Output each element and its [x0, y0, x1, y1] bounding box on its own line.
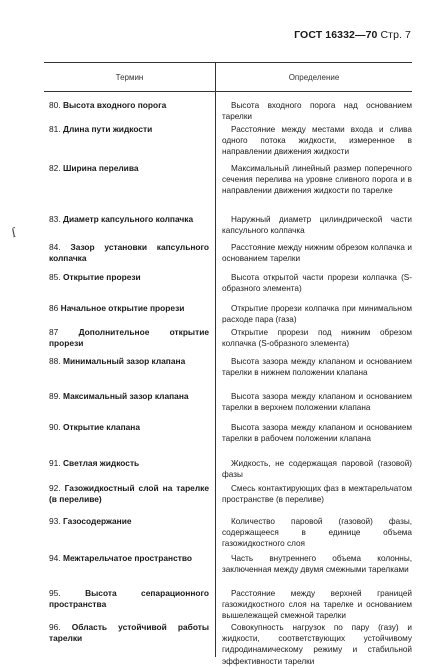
table-row: [44, 242, 412, 264]
definition-cell: Высота зазора между клапаном и основанием тарелки в нижнем положении клапана: [222, 357, 412, 378]
definition-cell: Высота зазора между клапаном и основанием тарелки в рабочем положении клапана: [222, 423, 412, 444]
table-header: [44, 62, 412, 92]
term-text: Ширина перелива: [62, 163, 139, 173]
definition-cell: Жидкость, не содержащая паровой (газовой) фазы: [222, 459, 412, 480]
definition-cell: Расстояние между верхней границей газожидкостного слоя на тарелке и основанием вышележащей смежной тарелки: [222, 589, 412, 621]
term-number: 88.: [49, 356, 61, 366]
term-text: Открытие прорези: [62, 272, 141, 282]
table-row: [44, 100, 412, 122]
term-number: 83.: [49, 214, 61, 224]
table-row: [44, 214, 412, 236]
term-cell: [44, 100, 215, 122]
term-text: Минимальный зазор клапана: [62, 356, 186, 366]
term-number: 82.: [49, 163, 61, 173]
table-row: [44, 553, 412, 575]
table-row: [44, 422, 412, 444]
definition-cell: Смесь контактирующих фаз в межтарельчатом пространстве (в переливе): [222, 484, 412, 505]
term-text: Высота входного порога: [62, 100, 167, 110]
terms-table: [44, 62, 412, 666]
term-cell: [44, 422, 215, 444]
term-number: 91.: [49, 458, 61, 468]
term-text: Светлая жидкость: [62, 458, 140, 468]
definition-cell: Высота открытой части прорези колпачка (S-образного элемента): [222, 273, 412, 294]
term-cell: [44, 214, 215, 236]
page-number: Стр. 7: [380, 29, 411, 41]
margin-handwritten-mark: ſ: [10, 225, 18, 242]
table-row: [44, 391, 412, 413]
table-row: [44, 622, 412, 667]
term-text: Зазор установки капсульного колпачка: [49, 242, 210, 264]
term-number: 90.: [49, 422, 61, 432]
term-text: Длина пути жидкости: [62, 124, 153, 134]
definition-cell: Расстояние между нижним обрезом колпачка и основанием тарелки: [222, 243, 412, 264]
term-text: Межтарельчатое пространство: [62, 553, 193, 563]
column-header-definition: Определение: [288, 72, 340, 82]
term-cell: [44, 124, 215, 158]
term-number: 89.: [49, 391, 61, 401]
term-cell: [44, 458, 215, 480]
term-text: Дополнительное открытие прорези: [49, 327, 209, 349]
term-text: Газосодержание: [62, 516, 132, 526]
term-number: 92.: [49, 483, 61, 493]
term-cell: [44, 391, 215, 413]
term-text: Максимальный зазор клапана: [62, 391, 189, 401]
definition-cell: Высота зазора между клапаном и основанием тарелки в верхнем положении клапана: [222, 392, 412, 413]
definition-cell: Наружный диаметр цилиндрической части капсульного колпачка: [222, 215, 412, 236]
term-text: Начальное открытие прорези: [60, 303, 185, 313]
term-cell: [44, 242, 215, 264]
column-header-term: Термин: [44, 63, 216, 91]
term-text: Газожидкостный слой на тарелке (в переливе): [49, 483, 210, 505]
term-cell: [44, 272, 215, 294]
term-cell: [44, 516, 215, 550]
definition-cell: Совокупность нагрузок по пару (газу) и жидкости, соответствующих устойчивому гидродинамическому режиму и стабильной эффективности тарелки: [222, 623, 412, 666]
definition-cell: Расстояние между местами входа и слива одного потока жидкости, измеренное в направлении движения жидкости: [222, 125, 412, 157]
definition-cell: Количество паровой (газовой) фазы, содержащееся в единице объема газожидкостного слоя: [222, 517, 412, 549]
term-number: 80.: [49, 100, 61, 110]
term-number: 81.: [49, 124, 61, 134]
table-row: [44, 303, 412, 325]
definition-cell: Открытие прорези колпачка при минимальном расходе пара (газа): [222, 304, 412, 325]
table-row: [44, 163, 412, 197]
term-cell: [44, 327, 215, 349]
table-row: [44, 356, 412, 378]
term-number: 85.: [49, 272, 61, 282]
definition-cell: Открытие прорези под нижним обрезом колпачка (S-образного элемента): [222, 328, 412, 349]
term-text: Область устойчивой работы тарелки: [49, 622, 209, 644]
definition-cell: Высота входного порога над основанием тарелки: [222, 101, 412, 122]
term-text: Диаметр капсульного колпачка: [62, 214, 194, 224]
term-cell: [44, 163, 215, 197]
term-number: 86: [49, 303, 59, 313]
term-text: Высота сепарационного пространства: [49, 588, 209, 610]
term-number: 95.: [49, 588, 61, 598]
term-cell: [44, 588, 215, 622]
table-row: [44, 458, 412, 480]
table-row: [44, 483, 412, 505]
table-row: [44, 588, 412, 622]
page-header: [294, 29, 411, 41]
term-number: 94.: [49, 553, 61, 563]
term-number: 93.: [49, 516, 61, 526]
term-cell: [44, 483, 215, 505]
term-cell: [44, 622, 215, 667]
table-row: [44, 516, 412, 550]
table-row: [44, 124, 412, 158]
definition-cell: Часть внутреннего объема колонны, заключенная между двумя смежными тарелками: [222, 554, 412, 575]
definition-cell: Максимальный линейный размер поперечного сечения перелива на уровне сливного порога и в направлении движения жидкости по тарелке: [222, 164, 412, 196]
table-row: [44, 327, 412, 349]
term-number: 87: [49, 327, 59, 337]
term-cell: [44, 356, 215, 378]
term-number: 96.: [49, 622, 61, 632]
term-cell: [44, 553, 215, 575]
standard-number: ГОСТ 16332—70: [294, 29, 378, 41]
table-row: [44, 272, 412, 294]
term-text: Открытие клапана: [62, 422, 140, 432]
term-number: 84.: [49, 242, 61, 252]
term-cell: [44, 303, 215, 325]
